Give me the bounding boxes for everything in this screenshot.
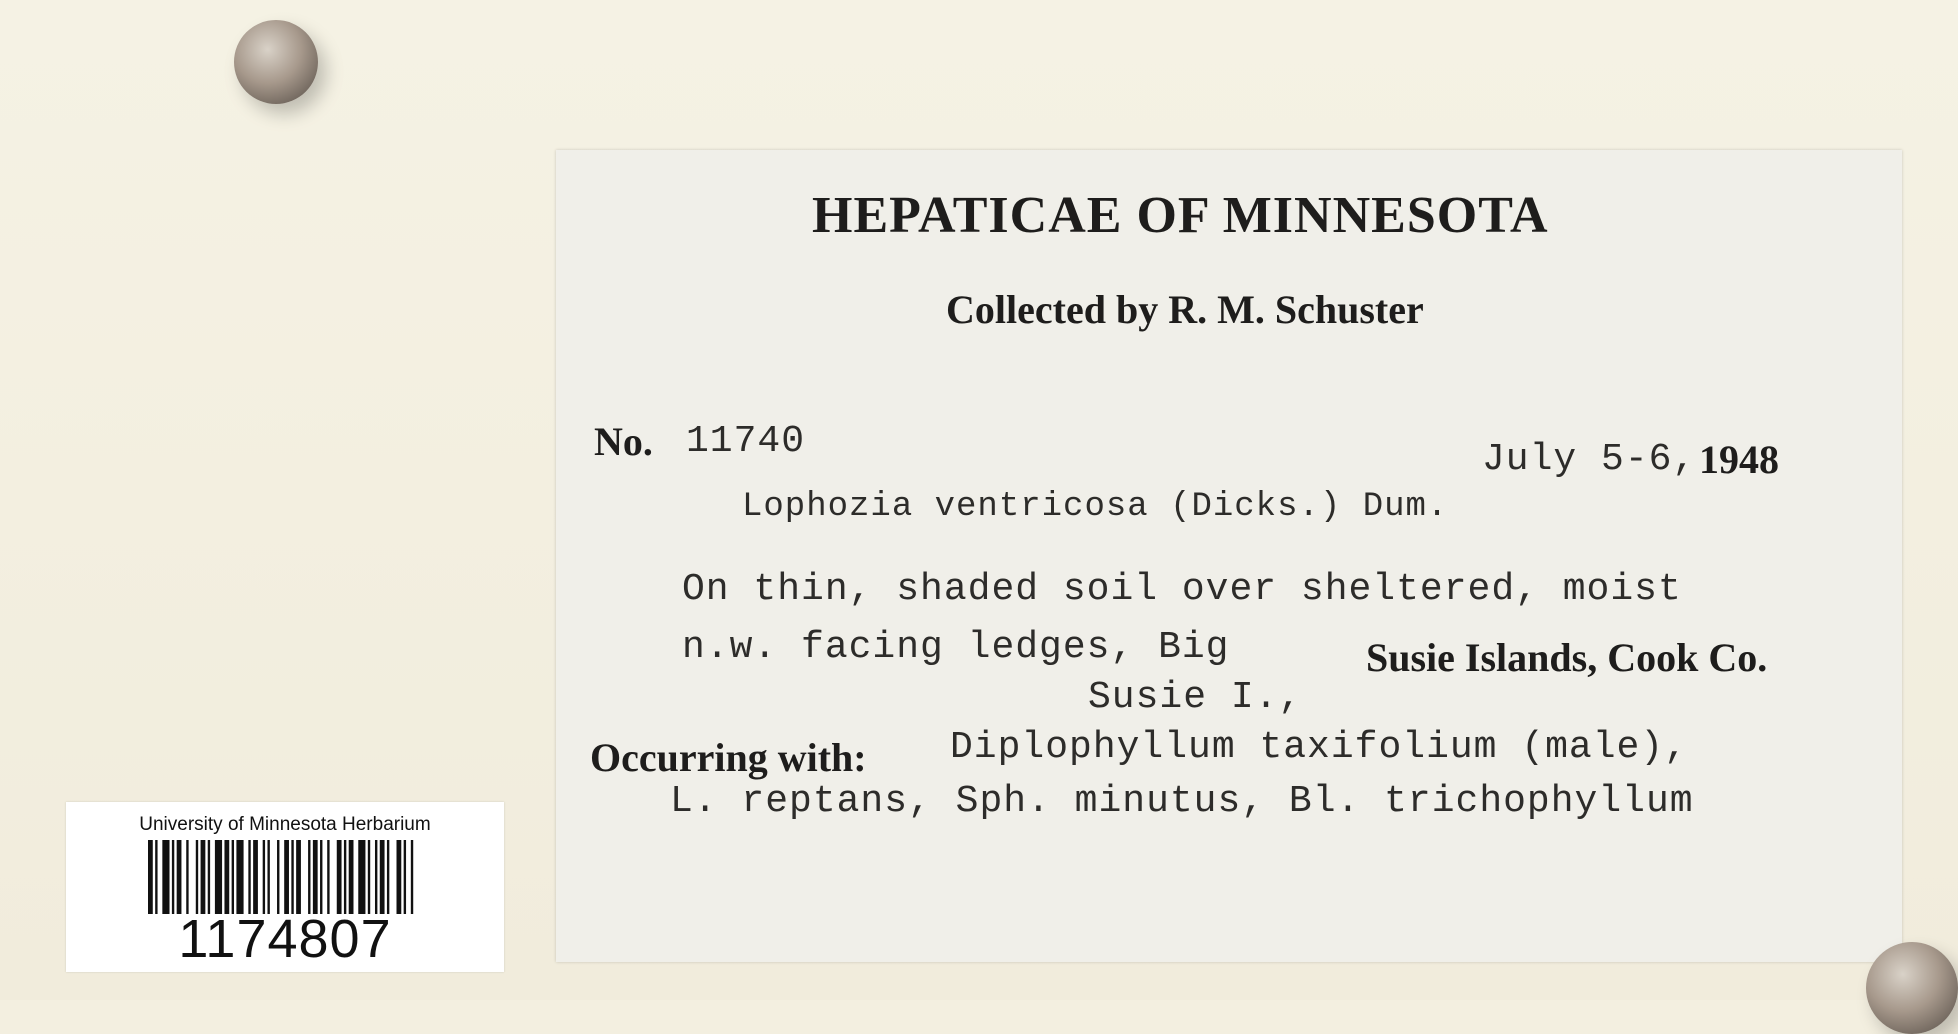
barcode-bar — [186, 840, 188, 914]
occurring-with-label: Occurring with: — [590, 735, 867, 780]
barcode-icon — [148, 840, 418, 914]
barcode-bar — [172, 840, 174, 914]
habitat-line: On thin, shaded soil over sheltered, moist — [682, 568, 1682, 611]
barcode-bar — [358, 840, 365, 914]
herbarium-name: University of Minnesota Herbarium — [139, 814, 431, 835]
barcode-bar — [349, 840, 354, 914]
barcode-bar — [375, 840, 377, 914]
collection-date: July 5-6, — [1482, 438, 1697, 481]
barcode-bar — [313, 840, 318, 914]
barcode-bar — [263, 840, 265, 914]
barcode-bar — [387, 840, 389, 914]
mounting-pin-icon — [234, 20, 318, 104]
barcode-bar — [224, 840, 229, 914]
barcode-bar — [267, 840, 269, 914]
specimen-label — [556, 150, 1902, 962]
barcode-bar — [337, 840, 342, 914]
habitat-line: Susie I., — [1088, 676, 1303, 719]
associated-species: L. reptans, Sph. minutus, Bl. trichophyllum — [670, 780, 1694, 823]
barcode-bar — [284, 840, 289, 914]
barcode-bar — [277, 840, 279, 914]
barcode-bar — [248, 840, 250, 914]
barcode-bar — [162, 840, 169, 914]
barcode-bar — [155, 840, 157, 914]
barcode-bar — [253, 840, 258, 914]
barcode-bar — [296, 840, 301, 914]
barcode-label — [66, 802, 504, 972]
barcode-bar — [308, 840, 310, 914]
collection-year: 1948 — [1699, 437, 1779, 482]
barcode-bar — [320, 840, 322, 914]
barcode-bar — [411, 840, 413, 914]
collection-number: 11740 — [686, 420, 806, 463]
barcode-bar — [368, 840, 370, 914]
barcode-bar — [148, 840, 153, 914]
mounting-pin-icon — [1866, 942, 1958, 1034]
barcode-bar — [208, 840, 210, 914]
barcode-bar — [177, 840, 182, 914]
associated-species: Diplophyllum taxifolium (male), — [950, 726, 1688, 769]
catalog-number: 1174807 — [178, 909, 392, 969]
barcode-bar — [327, 840, 329, 914]
collector-line: Collected by R. M. Schuster — [946, 287, 1424, 332]
barcode-bar — [404, 840, 406, 914]
number-label: No. — [594, 419, 653, 464]
locality: Susie Islands, Cook Co. — [1366, 635, 1768, 680]
barcode-bar — [380, 840, 385, 914]
taxon-name: Lophozia ventricosa (Dicks.) Dum. — [742, 488, 1449, 526]
barcode-bar — [201, 840, 206, 914]
barcode-bar — [215, 840, 222, 914]
barcode-bar — [232, 840, 234, 914]
barcode-bar — [236, 840, 243, 914]
barcode-bar — [291, 840, 293, 914]
barcode-bar — [344, 840, 346, 914]
label-title: HEPATICAE OF MINNESOTA — [812, 187, 1549, 244]
barcode-bar — [196, 840, 198, 914]
barcode-bar — [397, 840, 402, 914]
habitat-line: n.w. facing ledges, Big — [682, 626, 1230, 669]
